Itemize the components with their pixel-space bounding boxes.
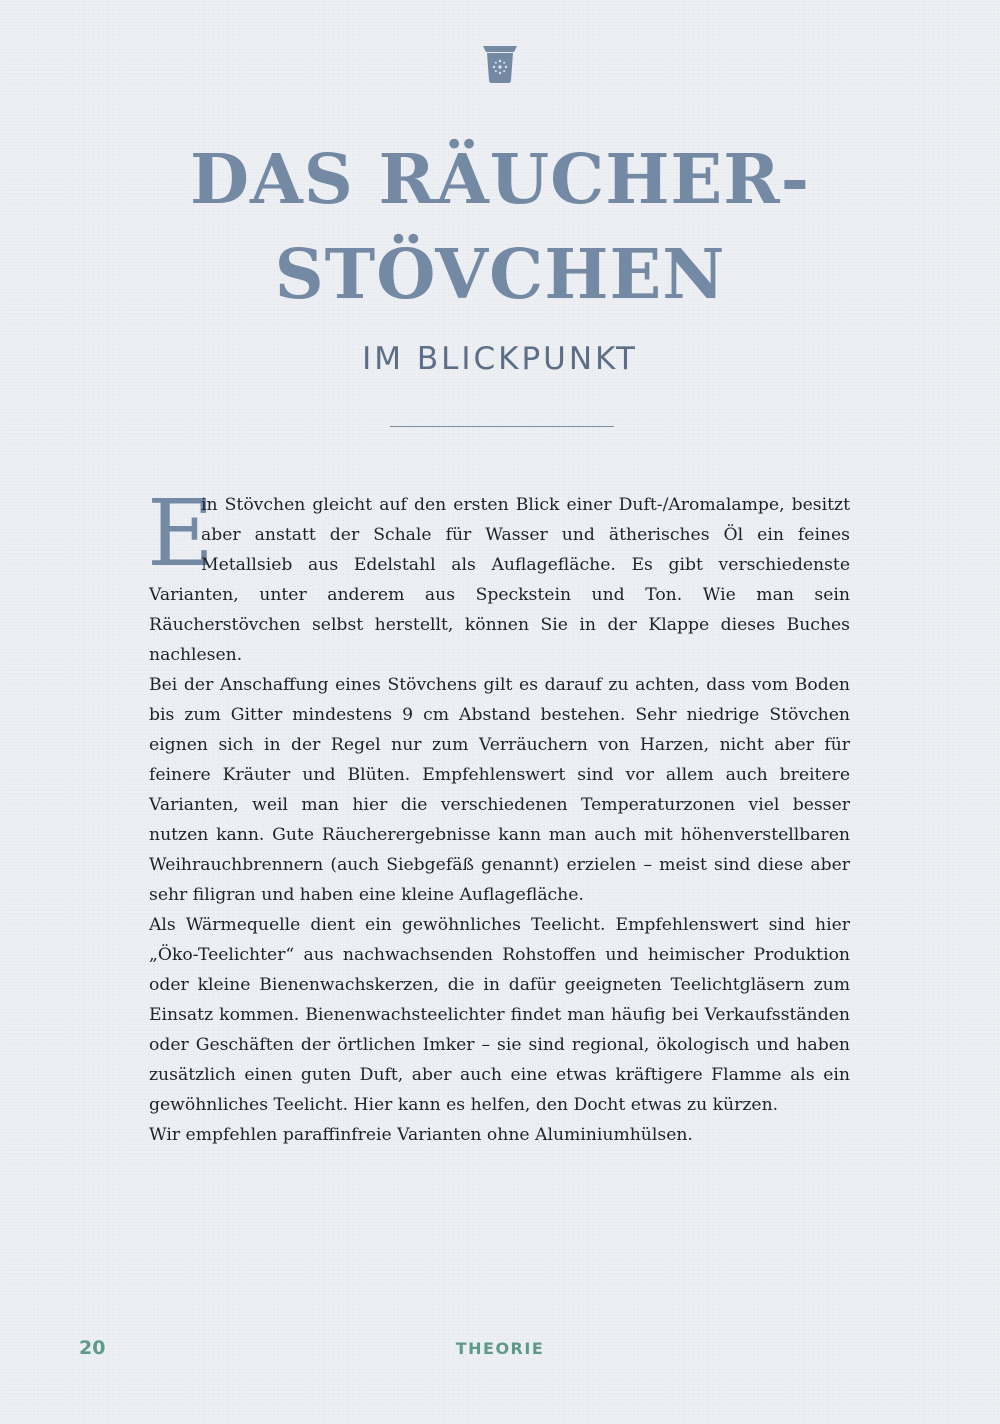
drop-cap: E [147, 480, 215, 587]
page-title-line-1: DAS RÄUCHER- [189, 140, 810, 220]
section-label: THEORIE [455, 1339, 545, 1358]
paragraph-1-text: in Stövchen gleicht auf den ersten Blick einer Duft-/Aromalampe, besitzt aber anstatt der Schale für Wasser und ätherisches Öl ein feines Metallsieb aus Edelstahl als Auflagefläche. Es gibt verschiedenste Varianten, unter anderem aus Speckstein und Ton. Wie man sein Räucherstövchen selbst herstellt, können Sie in der Klappe dieses Buches nachlesen. [149, 495, 850, 665]
paragraph-3: Als Wärmequelle dient ein gewöhnliches Teelicht. Empfehlenswert sind hier „Öko-Teelichter“ aus nachwachsenden Rohstoffen und heimischer Produktion oder kleine Bienenwachskerzen, die in dafür geeigneten Teelichtgläsern zum Einsatz kommen. Bienenwachsteelichter findet man häufig bei Verkaufsständen oder Geschäften der örtlichen Imker – sie sind regional, ökologisch und haben zusätzlich einen guten Duft, aber auch eine etwas kräftigere Flamme als ein gewöhnliches Teelicht. Hier kann es helfen, den Docht etwas zu kürzen. [149, 915, 850, 1115]
page-title-line-2: STÖVCHEN [274, 235, 726, 315]
paragraph-1 [147, 480, 850, 670]
page-subtitle: IM BLICKPUNKT [362, 341, 638, 377]
title-divider [390, 426, 614, 427]
incense-burner-icon [481, 44, 519, 84]
body-text [147, 480, 850, 1150]
page-number: 20 [79, 1337, 106, 1359]
paragraph-4: Wir empfehlen paraffinfreie Varianten ohne Aluminiumhülsen. [149, 1125, 693, 1145]
paragraph-2: Bei der Anschaffung eines Stövchens gilt es darauf zu achten, dass vom Boden bis zum Gitter mindestens 9 cm Abstand bestehen. Sehr niedrige Stövchen eignen sich in der Regel nur zum Verräuchern von Harzen, nicht aber für feinere Kräuter und Blüten. Empfehlenswert sind vor allem auch breitere Varianten, weil man hier die verschiedenen Temperaturzonen viel besser nutzen kann. Gute Räucherergebnisse kann man auch mit höhenverstellbaren Weihrauchbrennern (auch Siebgefäß genannt) erzielen – meist sind diese aber sehr filigran und haben eine kleine Auflagefläche. [149, 675, 850, 905]
